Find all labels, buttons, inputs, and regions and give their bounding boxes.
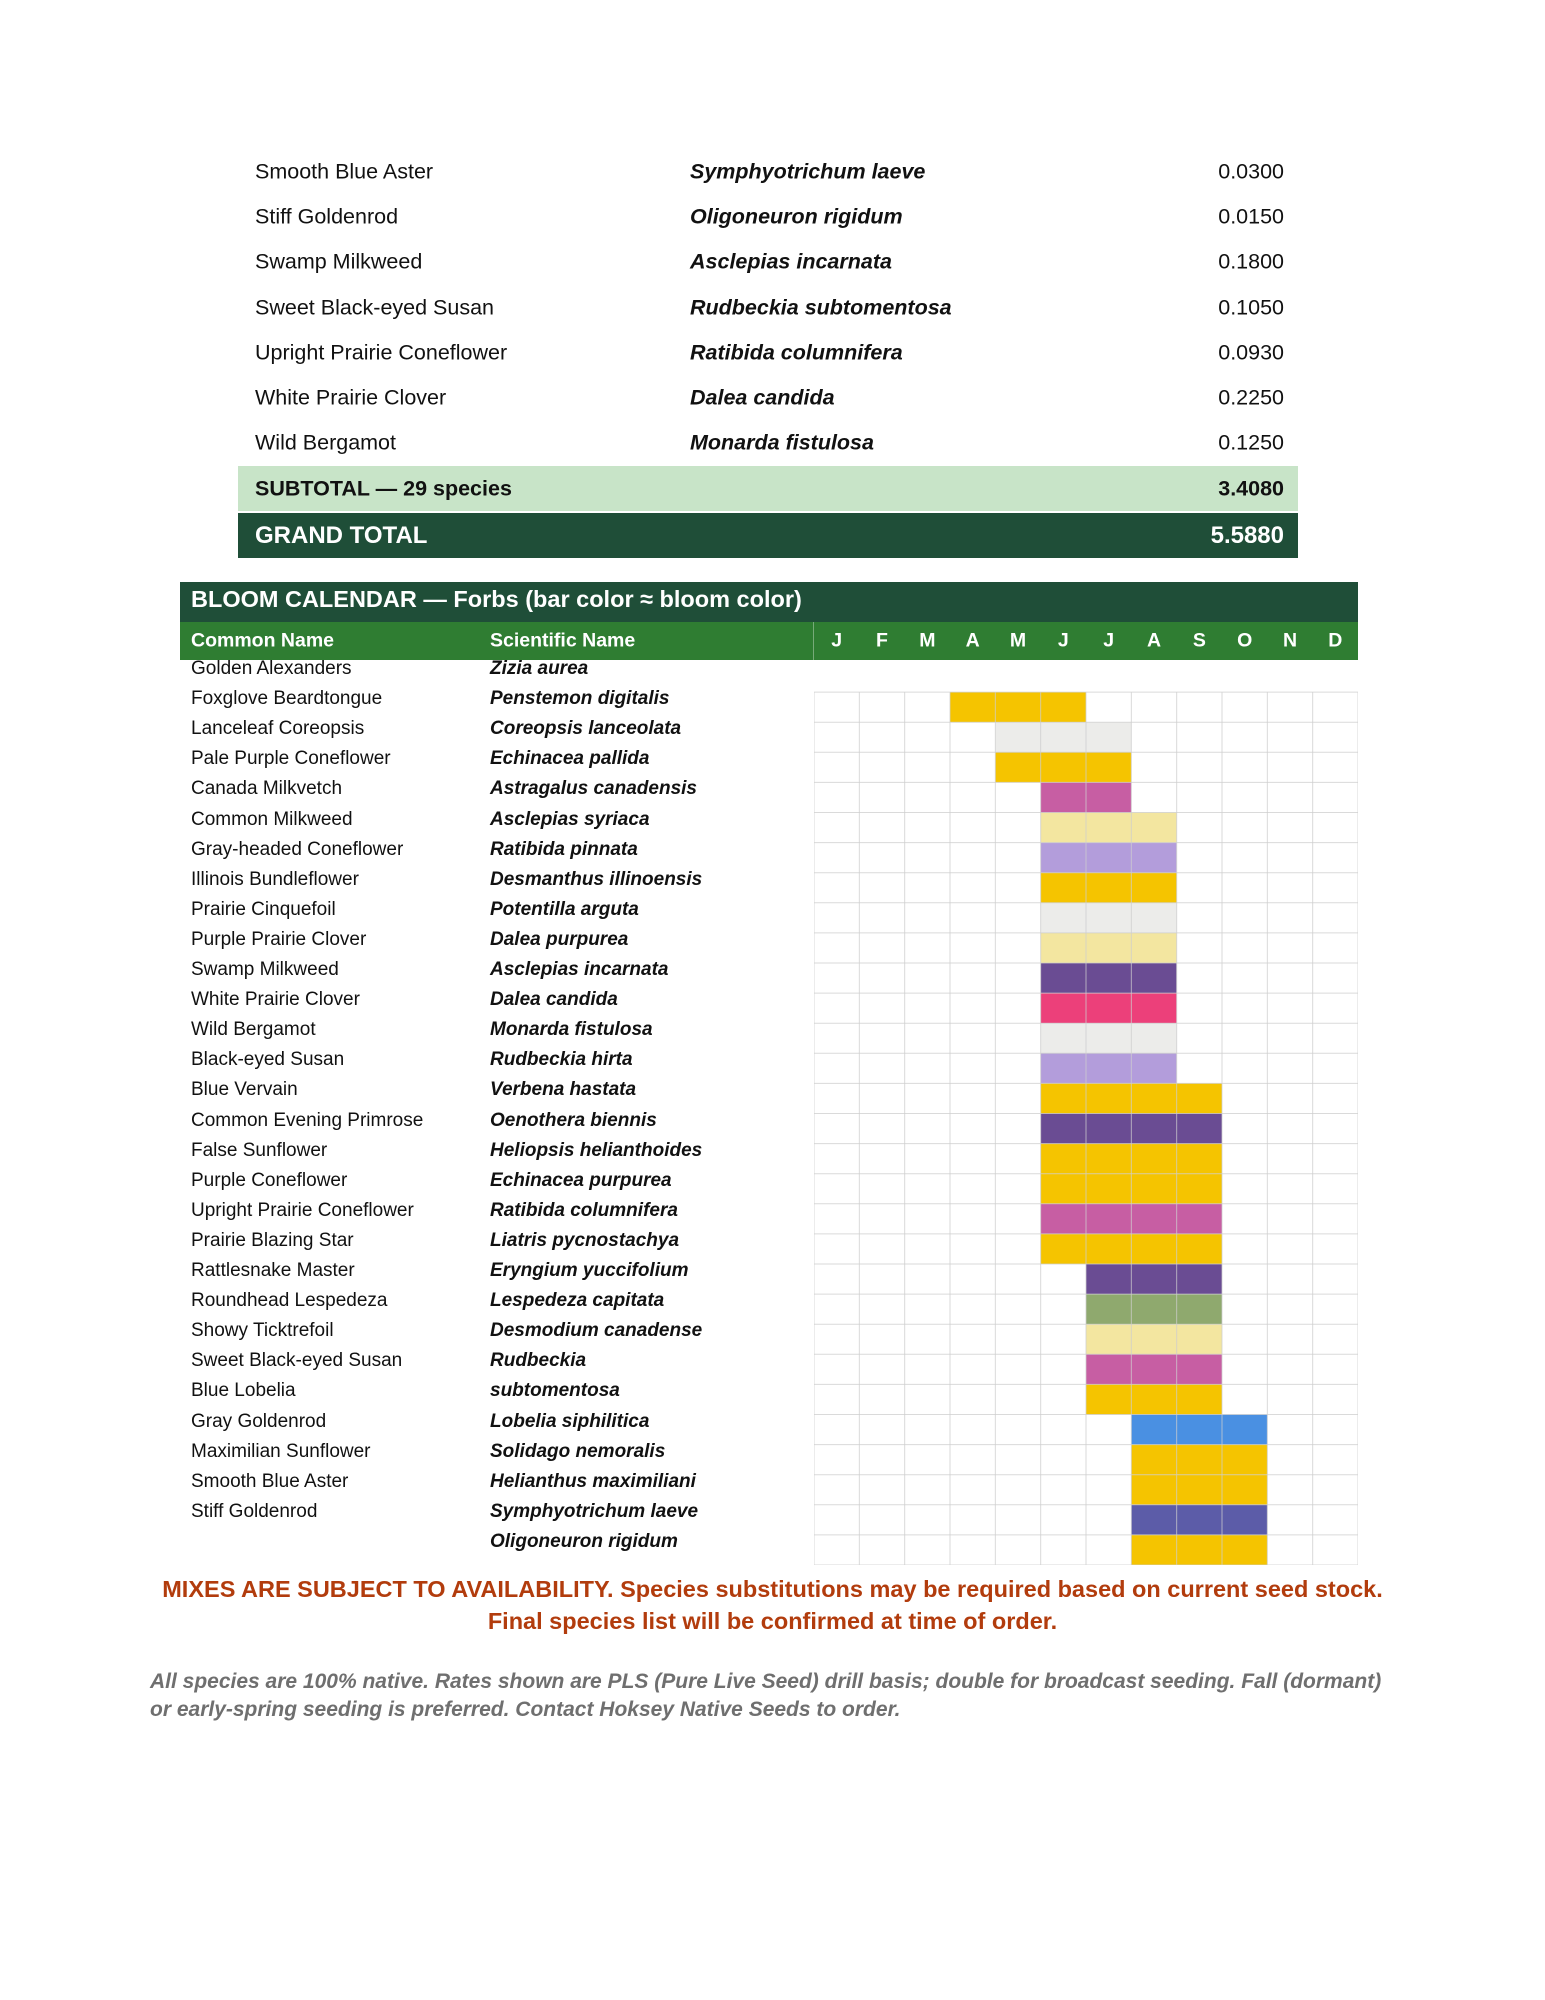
- calendar-scientific-name: Lobelia siphilitica: [490, 1410, 650, 1432]
- seeding-rate: 0.0300: [1218, 159, 1284, 184]
- month-header: J: [831, 629, 843, 652]
- calendar-common-name: Stiff Goldenrod: [191, 1500, 318, 1522]
- calendar-scientific-name: Ratibida columnifera: [490, 1199, 678, 1221]
- seeding-rate: 0.0150: [1218, 204, 1284, 229]
- bloom-bar: [1131, 1415, 1267, 1445]
- footnote: All species are 100% native. Rates shown are PLS (Pure Live Seed) drill basis; double for broadcast seeding. Fall (dormant) or early-spring seeding is preferred. Contact Hoksey Native Seeds to order.: [150, 1670, 1382, 1721]
- calendar-scientific-name: Echinacea purpurea: [490, 1169, 672, 1191]
- calendar-scientific-name: Astragalus canadensis: [490, 778, 697, 800]
- calendar-title: BLOOM CALENDAR — Forbs (bar color ≈ bloom color): [191, 586, 802, 612]
- scientific-name: Dalea candida: [690, 385, 835, 410]
- bloom-bar: [1041, 963, 1177, 993]
- table-row: [238, 194, 1298, 239]
- calendar-scientific-name: Ratibida pinnata: [490, 838, 638, 860]
- scientific-name: Oligoneuron rigidum: [690, 204, 903, 229]
- calendar-scientific-name: Rudbeckia hirta: [490, 1049, 633, 1071]
- common-name: Swamp Milkweed: [255, 249, 423, 274]
- seeding-rate: 0.2250: [1218, 385, 1284, 410]
- grand-total-row: [238, 513, 1298, 558]
- calendar-common-name: Prairie Blazing Star: [191, 1229, 354, 1251]
- common-name: Sweet Black-eyed Susan: [255, 295, 495, 320]
- bloom-bar: [1086, 1294, 1222, 1324]
- calendar-common-name: Upright Prairie Coneflower: [191, 1199, 414, 1221]
- grand-total-value: 5.5880: [1210, 521, 1284, 549]
- table-row: [238, 375, 1298, 420]
- bloom-bar: [1086, 1354, 1222, 1384]
- month-header: N: [1282, 629, 1298, 652]
- calendar-scientific-name: Zizia aurea: [490, 658, 589, 679]
- calendar-common-name: Roundhead Lespedeza: [191, 1290, 388, 1312]
- subtotal-row: [238, 466, 1298, 511]
- calendar-common-name: Gray Goldenrod: [191, 1410, 327, 1432]
- calendar-scientific-name: Oenothera biennis: [490, 1109, 657, 1131]
- bloom-bar: [1131, 1535, 1267, 1565]
- calendar-scientific-name: Dalea candida: [490, 989, 618, 1011]
- calendar-common-name: Smooth Blue Aster: [191, 1470, 349, 1492]
- seeding-rate: 0.1250: [1218, 430, 1284, 455]
- calendar-scientific-name: Desmanthus illinoensis: [490, 868, 703, 890]
- month-header: O: [1237, 629, 1253, 652]
- bloom-bar: [995, 722, 1131, 752]
- month-header: M: [919, 629, 936, 652]
- calendar-scientific-name: Asclepias syriaca: [490, 808, 650, 830]
- calendar-common-name: Purple Coneflower: [191, 1169, 348, 1191]
- calendar-scientific-name: Echinacea pallida: [490, 748, 650, 770]
- common-name: Stiff Goldenrod: [255, 204, 399, 229]
- calendar-common-name: Blue Lobelia: [191, 1380, 296, 1402]
- bloom-bar: [1041, 813, 1177, 843]
- calendar-common-name: Gray-headed Coneflower: [191, 838, 404, 860]
- calendar-common-name: Blue Vervain: [191, 1079, 298, 1101]
- bloom-bar: [1131, 1445, 1267, 1475]
- calendar-scientific-name: Penstemon digitalis: [490, 688, 670, 710]
- bloom-bar: [1041, 993, 1177, 1023]
- calendar-common-name: Purple Prairie Clover: [191, 928, 367, 950]
- calendar-scientific-name: Monarda fistulosa: [490, 1019, 653, 1041]
- calendar-scientific-name: Dalea purpurea: [490, 928, 629, 950]
- calendar-common-name: Lanceleaf Coreopsis: [191, 718, 365, 740]
- bloom-grid-svg: [814, 660, 1358, 1565]
- month-header: S: [1192, 629, 1206, 652]
- scientific-name: Symphyotrichum laeve: [690, 159, 926, 184]
- calendar-common-name: Canada Milkvetch: [191, 778, 343, 800]
- subtotal-value: 3.4080: [1218, 476, 1284, 501]
- calendar-common-name: Pale Purple Coneflower: [191, 748, 391, 770]
- calendar-scientific-name: subtomentosa: [490, 1380, 620, 1402]
- calendar-scientific-name: Symphyotrichum laeve: [490, 1500, 699, 1522]
- common-name: Wild Bergamot: [255, 430, 396, 455]
- bloom-bar: [1041, 873, 1177, 903]
- subtotal-label: SUBTOTAL — 29 species: [255, 476, 512, 501]
- calendar-common-name: Rattlesnake Master: [191, 1260, 355, 1281]
- month-header: J: [1057, 629, 1069, 652]
- scientific-name: Asclepias incarnata: [690, 249, 892, 274]
- calendar-header-row: [180, 622, 1358, 660]
- calendar-common-name: Common Milkweed: [191, 808, 353, 830]
- calendar-scientific-name: Coreopsis lanceolata: [490, 718, 682, 740]
- calendar-scientific-name: Solidago nemoralis: [490, 1440, 666, 1462]
- seeding-rate: 0.1050: [1218, 295, 1284, 320]
- calendar-common-name: Illinois Bundleflower: [191, 868, 359, 890]
- calendar-common-name: Showy Ticktrefoil: [191, 1320, 334, 1342]
- calendar-scientific-name: Liatris pycnostachya: [490, 1229, 680, 1251]
- calendar-scientific-name: Desmodium canadense: [490, 1320, 703, 1342]
- table-row: [238, 149, 1298, 194]
- calendar-common-name: White Prairie Clover: [191, 989, 360, 1011]
- bloom-bar: [950, 692, 1086, 722]
- calendar-scientific-name: Potentilla arguta: [490, 898, 639, 920]
- calendar-common-name: Maximilian Sunflower: [191, 1440, 371, 1462]
- bloom-bar: [1086, 1384, 1222, 1414]
- calendar-common-name: Wild Bergamot: [191, 1019, 316, 1041]
- column-header-common-name: Common Name: [191, 629, 335, 652]
- month-header: D: [1328, 629, 1343, 652]
- common-name: Upright Prairie Coneflower: [255, 340, 508, 365]
- bloom-bar: [1041, 903, 1177, 933]
- calendar-scientific-name: Rudbeckia: [490, 1350, 587, 1372]
- table-row: [238, 240, 1298, 285]
- calendar-scientific-name: Oligoneuron rigidum: [490, 1530, 678, 1552]
- month-header: M: [1009, 629, 1027, 652]
- scientific-name: Ratibida columnifera: [690, 340, 903, 365]
- column-header-scientific-name: Scientific Name: [490, 629, 636, 652]
- bloom-bar: [1086, 1324, 1222, 1354]
- bloom-bar: [1041, 843, 1177, 873]
- table-row: [238, 330, 1298, 375]
- month-header: A: [1146, 629, 1162, 652]
- species-rate-table: [238, 149, 1298, 558]
- grand-total-label: GRAND TOTAL: [255, 521, 428, 549]
- calendar-common-name: Golden Alexanders: [191, 658, 352, 679]
- availability-warning: MIXES ARE SUBJECT TO AVAILABILITY. Species substitutions may be required based on current seed stock. Final species list will be confirmed at time of order.: [162, 1576, 1383, 1634]
- calendar-scientific-name: Heliopsis helianthoides: [490, 1139, 703, 1161]
- bloom-bar: [1131, 1475, 1267, 1505]
- scientific-name: Rudbeckia subtomentosa: [690, 295, 952, 320]
- calendar-scientific-name: Helianthus maximiliani: [490, 1470, 696, 1492]
- bloom-bar: [1041, 1053, 1177, 1083]
- bloom-bar: [1086, 1264, 1222, 1294]
- calendar-common-name: Prairie Cinquefoil: [191, 898, 336, 920]
- scientific-name: Monarda fistulosa: [690, 430, 874, 455]
- calendar-common-name: Sweet Black-eyed Susan: [191, 1350, 403, 1372]
- common-name: White Prairie Clover: [255, 385, 447, 410]
- header-divider: [813, 622, 814, 660]
- bloom-grid: [814, 660, 1358, 1565]
- table-row: [238, 421, 1298, 466]
- calendar-common-name: False Sunflower: [191, 1139, 328, 1161]
- calendar-common-name: Black-eyed Susan: [191, 1049, 345, 1071]
- bloom-bar: [995, 752, 1131, 782]
- calendar-common-name: Foxglove Beardtongue: [191, 688, 383, 710]
- seeding-rate: 0.1800: [1218, 249, 1284, 274]
- bloom-bar: [1041, 1023, 1177, 1053]
- month-header: A: [965, 629, 980, 652]
- calendar-scientific-name: Eryngium yuccifolium: [490, 1260, 689, 1281]
- month-header: F: [876, 629, 888, 652]
- seeding-rate: 0.0930: [1218, 340, 1284, 365]
- calendar-common-name: Swamp Milkweed: [191, 959, 339, 980]
- table-row: [238, 285, 1298, 330]
- bloom-bar: [1041, 933, 1177, 963]
- month-header: J: [1103, 629, 1115, 652]
- calendar-scientific-name: Lespedeza capitata: [490, 1290, 665, 1312]
- calendar-common-name: Common Evening Primrose: [191, 1109, 424, 1131]
- calendar-scientific-name: Verbena hastata: [490, 1079, 637, 1101]
- calendar-title-bar: [180, 582, 1358, 622]
- calendar-scientific-name: Asclepias incarnata: [490, 959, 669, 980]
- bloom-bar: [1131, 1505, 1267, 1535]
- common-name: Smooth Blue Aster: [255, 159, 434, 184]
